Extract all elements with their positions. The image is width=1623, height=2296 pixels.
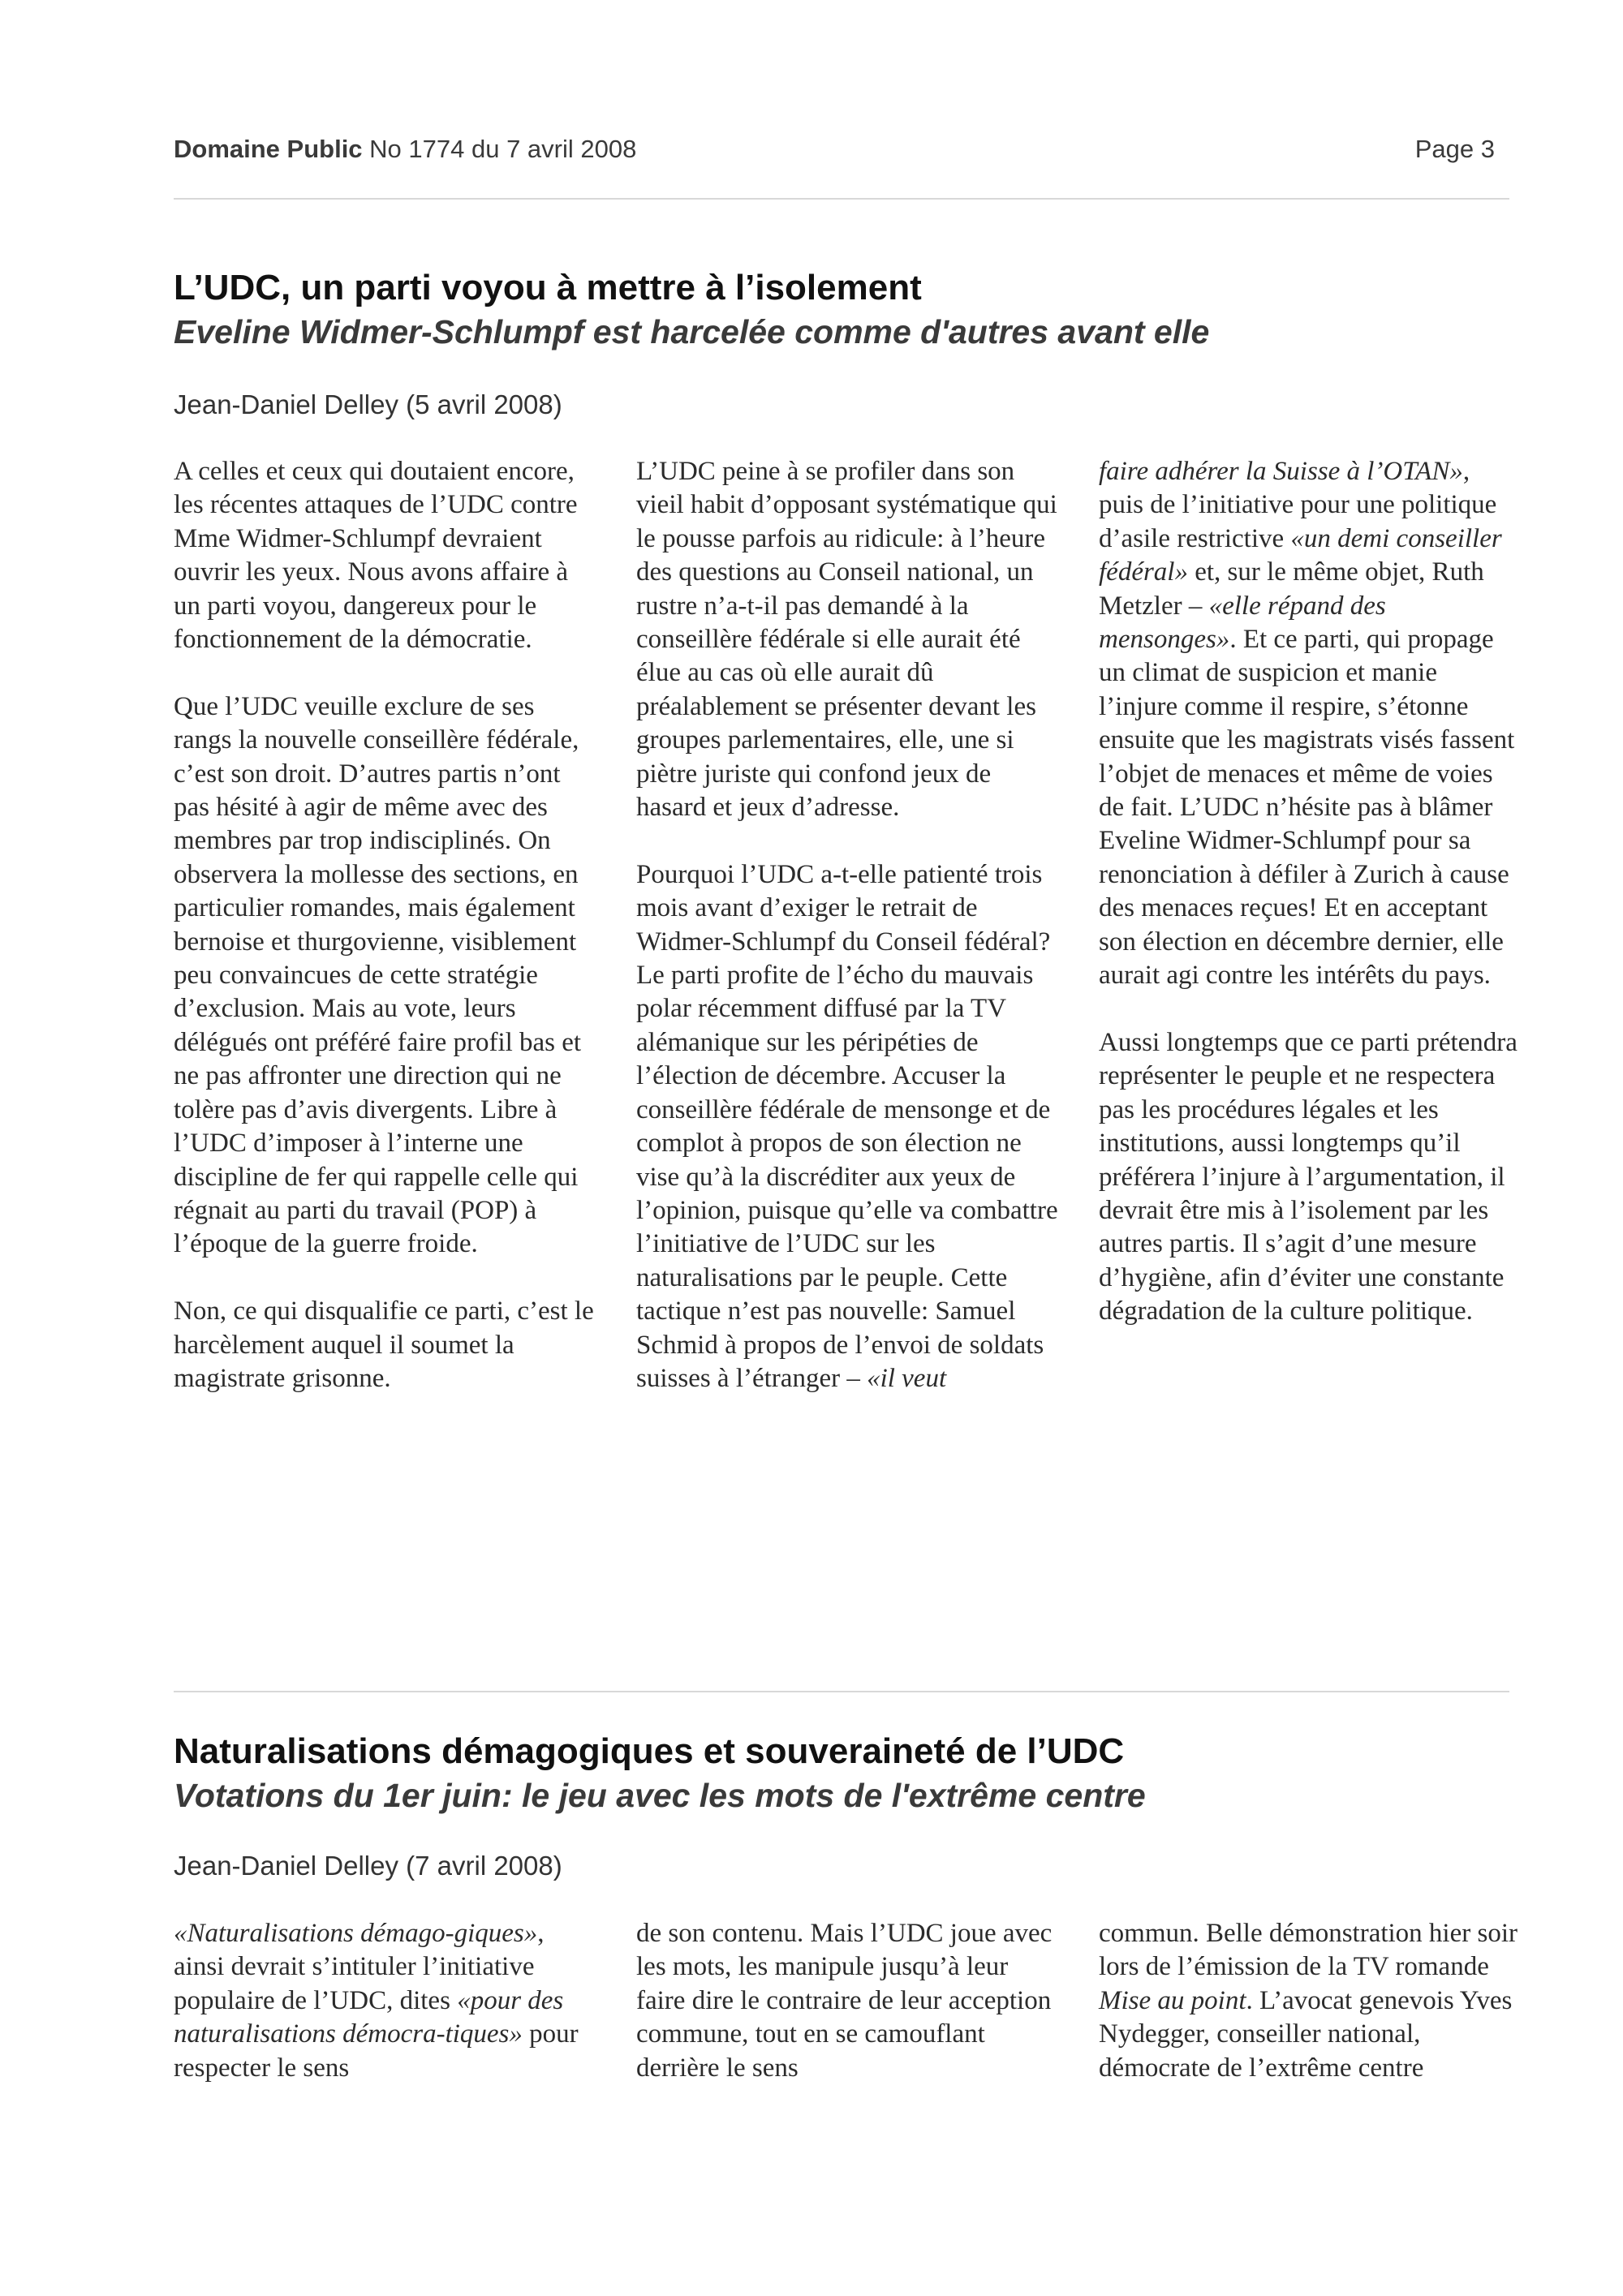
text-run: Aussi longtemps que ce parti prétendra représenter le peuple et ne respectera pas les procédures légales et les institutions, aussi longtemps qu’il préférera l’injure à l’argumentation, il devrait être mis à l’isolement par les autres partis. Il s’agit d’une mesure d’hygiène, afin d’éviter une constante dégradation de la culture politique. bbox=[1099, 1027, 1518, 1326]
text-run: Que l’UDC veuille exclure de ses rangs la nouvelle conseillère fédérale, c’est son droit. D’autres partis n’ont pas hésité à agir de même avec des membres par trop indisciplinés. On observera la mollesse des sections, en particulier romandes, mais également bernoise et thurgovienne, visiblement peu convaincues de cette stratégie d’exclusion. Mais au vote, leurs délégués ont préféré faire profil bas et ne pas affronter une direction qui ne tolère pas d’avis divergents. Libre à l’UDC d’imposer à l’interne une discipline de fer qui rappelle celle qui régnait au parti du travail (POP) à l’époque de la guerre froide. bbox=[174, 691, 582, 1259]
text-run: de son contenu. Mais l’UDC joue avec les mots, les manipule jusqu’à leur faire dire le contraire de leur acception commune, tout en se camouflant derrière le sens bbox=[636, 1919, 1053, 2083]
article-title: L’UDC, un parti voyou à mettre à l’isolement bbox=[174, 268, 922, 307]
text-run: L’UDC peine à se profiler dans son vieil habit d’opposant systématique qui le pousse parfois au ridicule: à l’heure des questions au Conseil national, un rustre n’a-t-il pas demandé à la conseillère fédérale si elle aurait été élue au cas où elle aurait dû préalablement se présenter devant les groupes parlementaires, elle, une si piètre juriste qui confond jeux de hasard et jeux d’adresse. bbox=[636, 457, 1057, 823]
paragraph bbox=[1099, 1917, 1521, 2085]
article-title: Naturalisations démagogiques et souveraineté de l’UDC bbox=[174, 1731, 1125, 1771]
article-column bbox=[174, 1917, 596, 2085]
text-run: . Et ce parti, qui propage un climat de suspicion et manie l’injure comme il respire, s’étonne ensuite que les magistrats visés fassent l’objet de menaces et même de voies de fait. L’UDC n’hésite pas à blâmer Eveline Widmer-Schlumpf pour sa renonciation à défiler à Zurich à cause des menaces reçues! Et en acceptant son élection en décembre dernier, elle aurait agi contre les intérêts du pays. bbox=[1099, 625, 1515, 991]
text-run: pour respecter le sens bbox=[174, 2019, 579, 2083]
text-run: , ainsi devrait s’intituler l’initiative populaire de l’UDC, dites bbox=[174, 1919, 545, 2015]
header-divider bbox=[174, 198, 1509, 200]
paragraph bbox=[174, 690, 596, 1262]
text-run: Pourquoi l’UDC a-t-elle patienté trois mois avant d’exiger le retrait de Widmer-Schlumpf du Conseil fédéral? Le parti profite de l’écho du mauvais polar récemment diffusé par la TV alémanique sur les péripéties de l’élection de décembre. Accuser la conseillère fédérale de mensonge et de complot à propos de son élection ne vise qu’à la discréditer aux yeux de l’opinion, puisque qu’elle va combattre l’initiative de l’UDC sur les naturalisations par le peuple. Cette tactique n’est pas nouvelle: Samuel Schmid à propos de l’envoi de soldats suisses à l’étranger – bbox=[636, 859, 1058, 1393]
text-run: commun. Belle démonstration hier soir lors de l’émission de la TV romande bbox=[1099, 1919, 1518, 1982]
text-run: . L’avocat genevois Yves Nydegger, conseiller national, démocrate de l’extrême centre bbox=[1099, 1985, 1513, 2083]
paragraph bbox=[1099, 455, 1521, 993]
italic-quote: «elle répand des mensonges» bbox=[1099, 591, 1386, 655]
page-header bbox=[174, 135, 1509, 170]
italic-quote: «Naturalisations démago-giques» bbox=[174, 1919, 538, 1948]
text-run: , puis de l’initiative pour une politique d’asile restrictive bbox=[1099, 457, 1497, 553]
article-divider bbox=[174, 1691, 1509, 1692]
article-body bbox=[174, 455, 1521, 1395]
page-number: Page 3 bbox=[1414, 135, 1495, 163]
paragraph bbox=[1099, 1026, 1521, 1329]
italic-quote: «il veut bbox=[867, 1363, 947, 1393]
paragraph bbox=[174, 1917, 596, 2085]
italic-quote: Mise au point bbox=[1099, 1985, 1246, 2015]
paragraph bbox=[636, 455, 1058, 824]
paragraph bbox=[636, 1917, 1058, 2085]
publication-name: Domaine Public bbox=[174, 135, 363, 163]
paragraph bbox=[174, 1295, 596, 1395]
article-2 bbox=[174, 1729, 1518, 2083]
article-byline: Jean-Daniel Delley (5 avril 2008) bbox=[174, 389, 562, 419]
issue-info: No 1774 du 7 avril 2008 bbox=[369, 135, 637, 163]
text-run: Non, ce qui disqualifie ce parti, c’est le harcèlement auquel il soumet la magistrate grisonne. bbox=[174, 1296, 594, 1393]
text-run: A celles et ceux qui doutaient encore, les récentes attaques de l’UDC contre Mme Widmer-Schlumpf devraient ouvrir les yeux. Nous avons affaire à un parti voyou, dangereux pour le fonctionnement de la démocratie. bbox=[174, 457, 578, 655]
article-column bbox=[174, 455, 596, 1395]
article-column bbox=[1099, 455, 1521, 1395]
article-byline: Jean-Daniel Delley (7 avril 2008) bbox=[174, 1851, 562, 1881]
article-column bbox=[636, 1917, 1058, 2085]
paragraph bbox=[174, 455, 596, 656]
article-column bbox=[1099, 1917, 1521, 2085]
article-body bbox=[174, 1917, 1521, 2085]
italic-quote: faire adhérer la Suisse à l’OTAN» bbox=[1099, 457, 1463, 486]
italic-quote: «pour des naturalisations démocra-tiques» bbox=[174, 1985, 564, 2049]
article-subtitle: Votations du 1er juin: le jeu avec les mots de l'extrême centre bbox=[174, 1777, 1146, 1814]
article-1 bbox=[174, 265, 1518, 1393]
article-subtitle: Eveline Widmer-Schlumpf est harcelée comme d'autres avant elle bbox=[174, 313, 1210, 350]
text-run: et, sur le même objet, Ruth Metzler – bbox=[1099, 557, 1484, 621]
paragraph bbox=[636, 858, 1058, 1396]
italic-quote: «un demi conseiller fédéral» bbox=[1099, 523, 1502, 587]
article-column bbox=[636, 455, 1058, 1395]
